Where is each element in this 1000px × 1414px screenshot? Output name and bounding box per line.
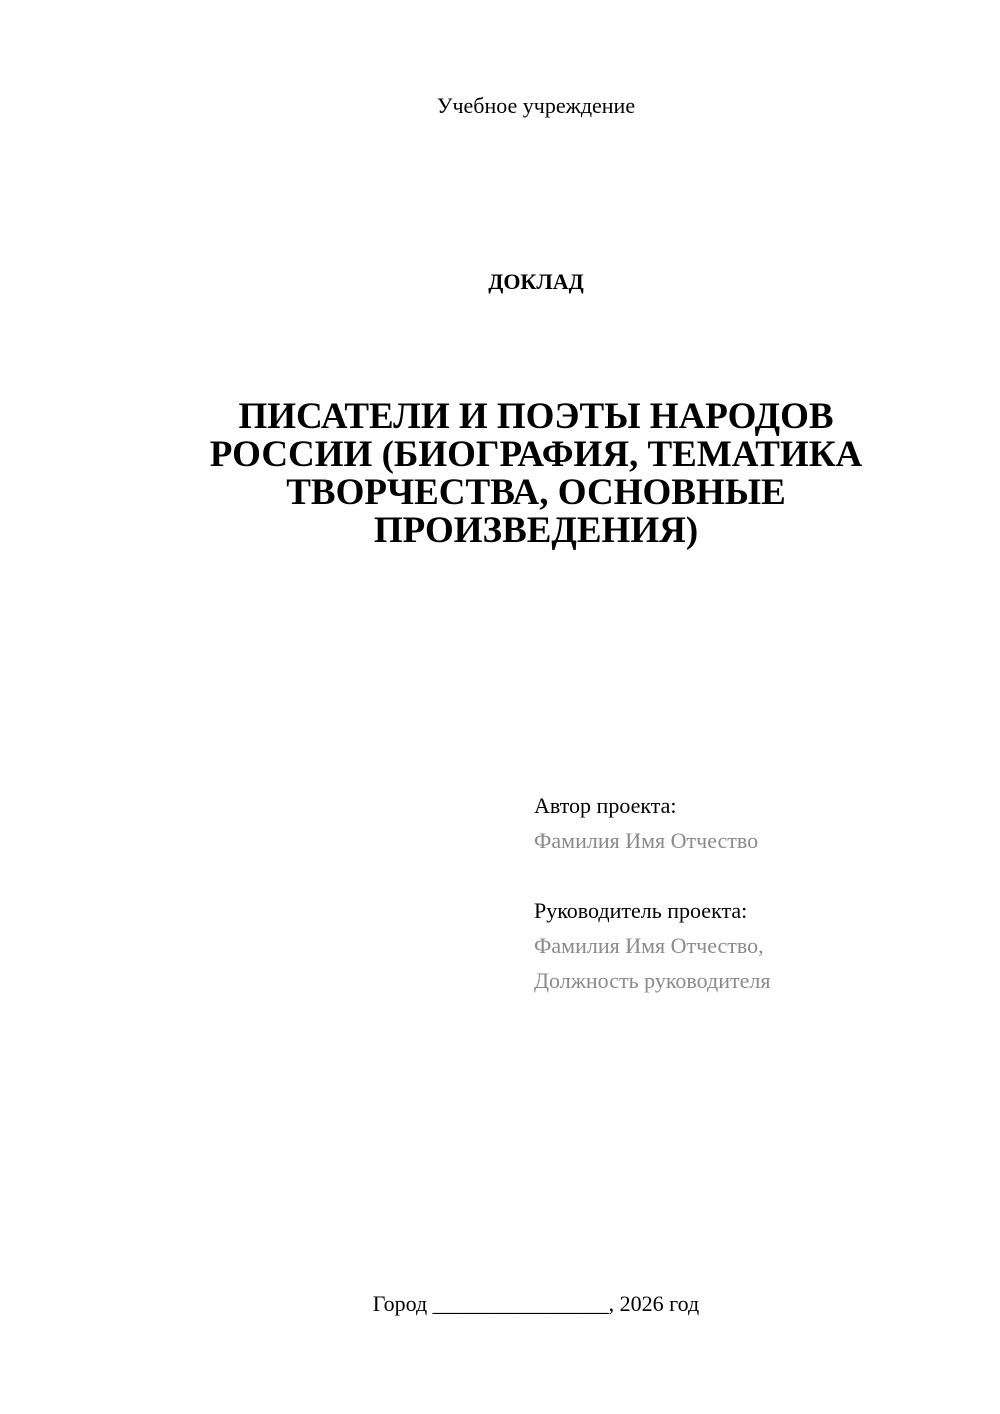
- city-year-line: Город ________________, 2026 год: [372, 1291, 700, 1316]
- institution-name: Учебное учреждение: [436, 93, 636, 118]
- supervisor-label: Руководитель проекта:: [534, 898, 748, 923]
- document-type: ДОКЛАД: [488, 269, 584, 294]
- supervisor-name-placeholder: Фамилия Имя Отчество,: [534, 933, 764, 958]
- supervisor-position-placeholder: Должность руководителя: [534, 968, 771, 993]
- title-line: ПИСАТЕЛИ И ПОЭТЫ НАРОДОВ: [238, 396, 834, 437]
- report-title: [150, 398, 922, 550]
- title-line: ПРОИЗВЕДЕНИЯ): [373, 510, 699, 551]
- project-info: [534, 788, 974, 998]
- author-label: Автор проекта:: [534, 793, 677, 818]
- author-name-placeholder: Фамилия Имя Отчество: [534, 828, 759, 853]
- spacer: [534, 858, 974, 893]
- title-line: РОССИИ (БИОГРАФИЯ, ТЕМАТИКА: [209, 434, 863, 475]
- title-line: ТВОРЧЕСТВА, ОСНОВНЫЕ: [286, 472, 786, 513]
